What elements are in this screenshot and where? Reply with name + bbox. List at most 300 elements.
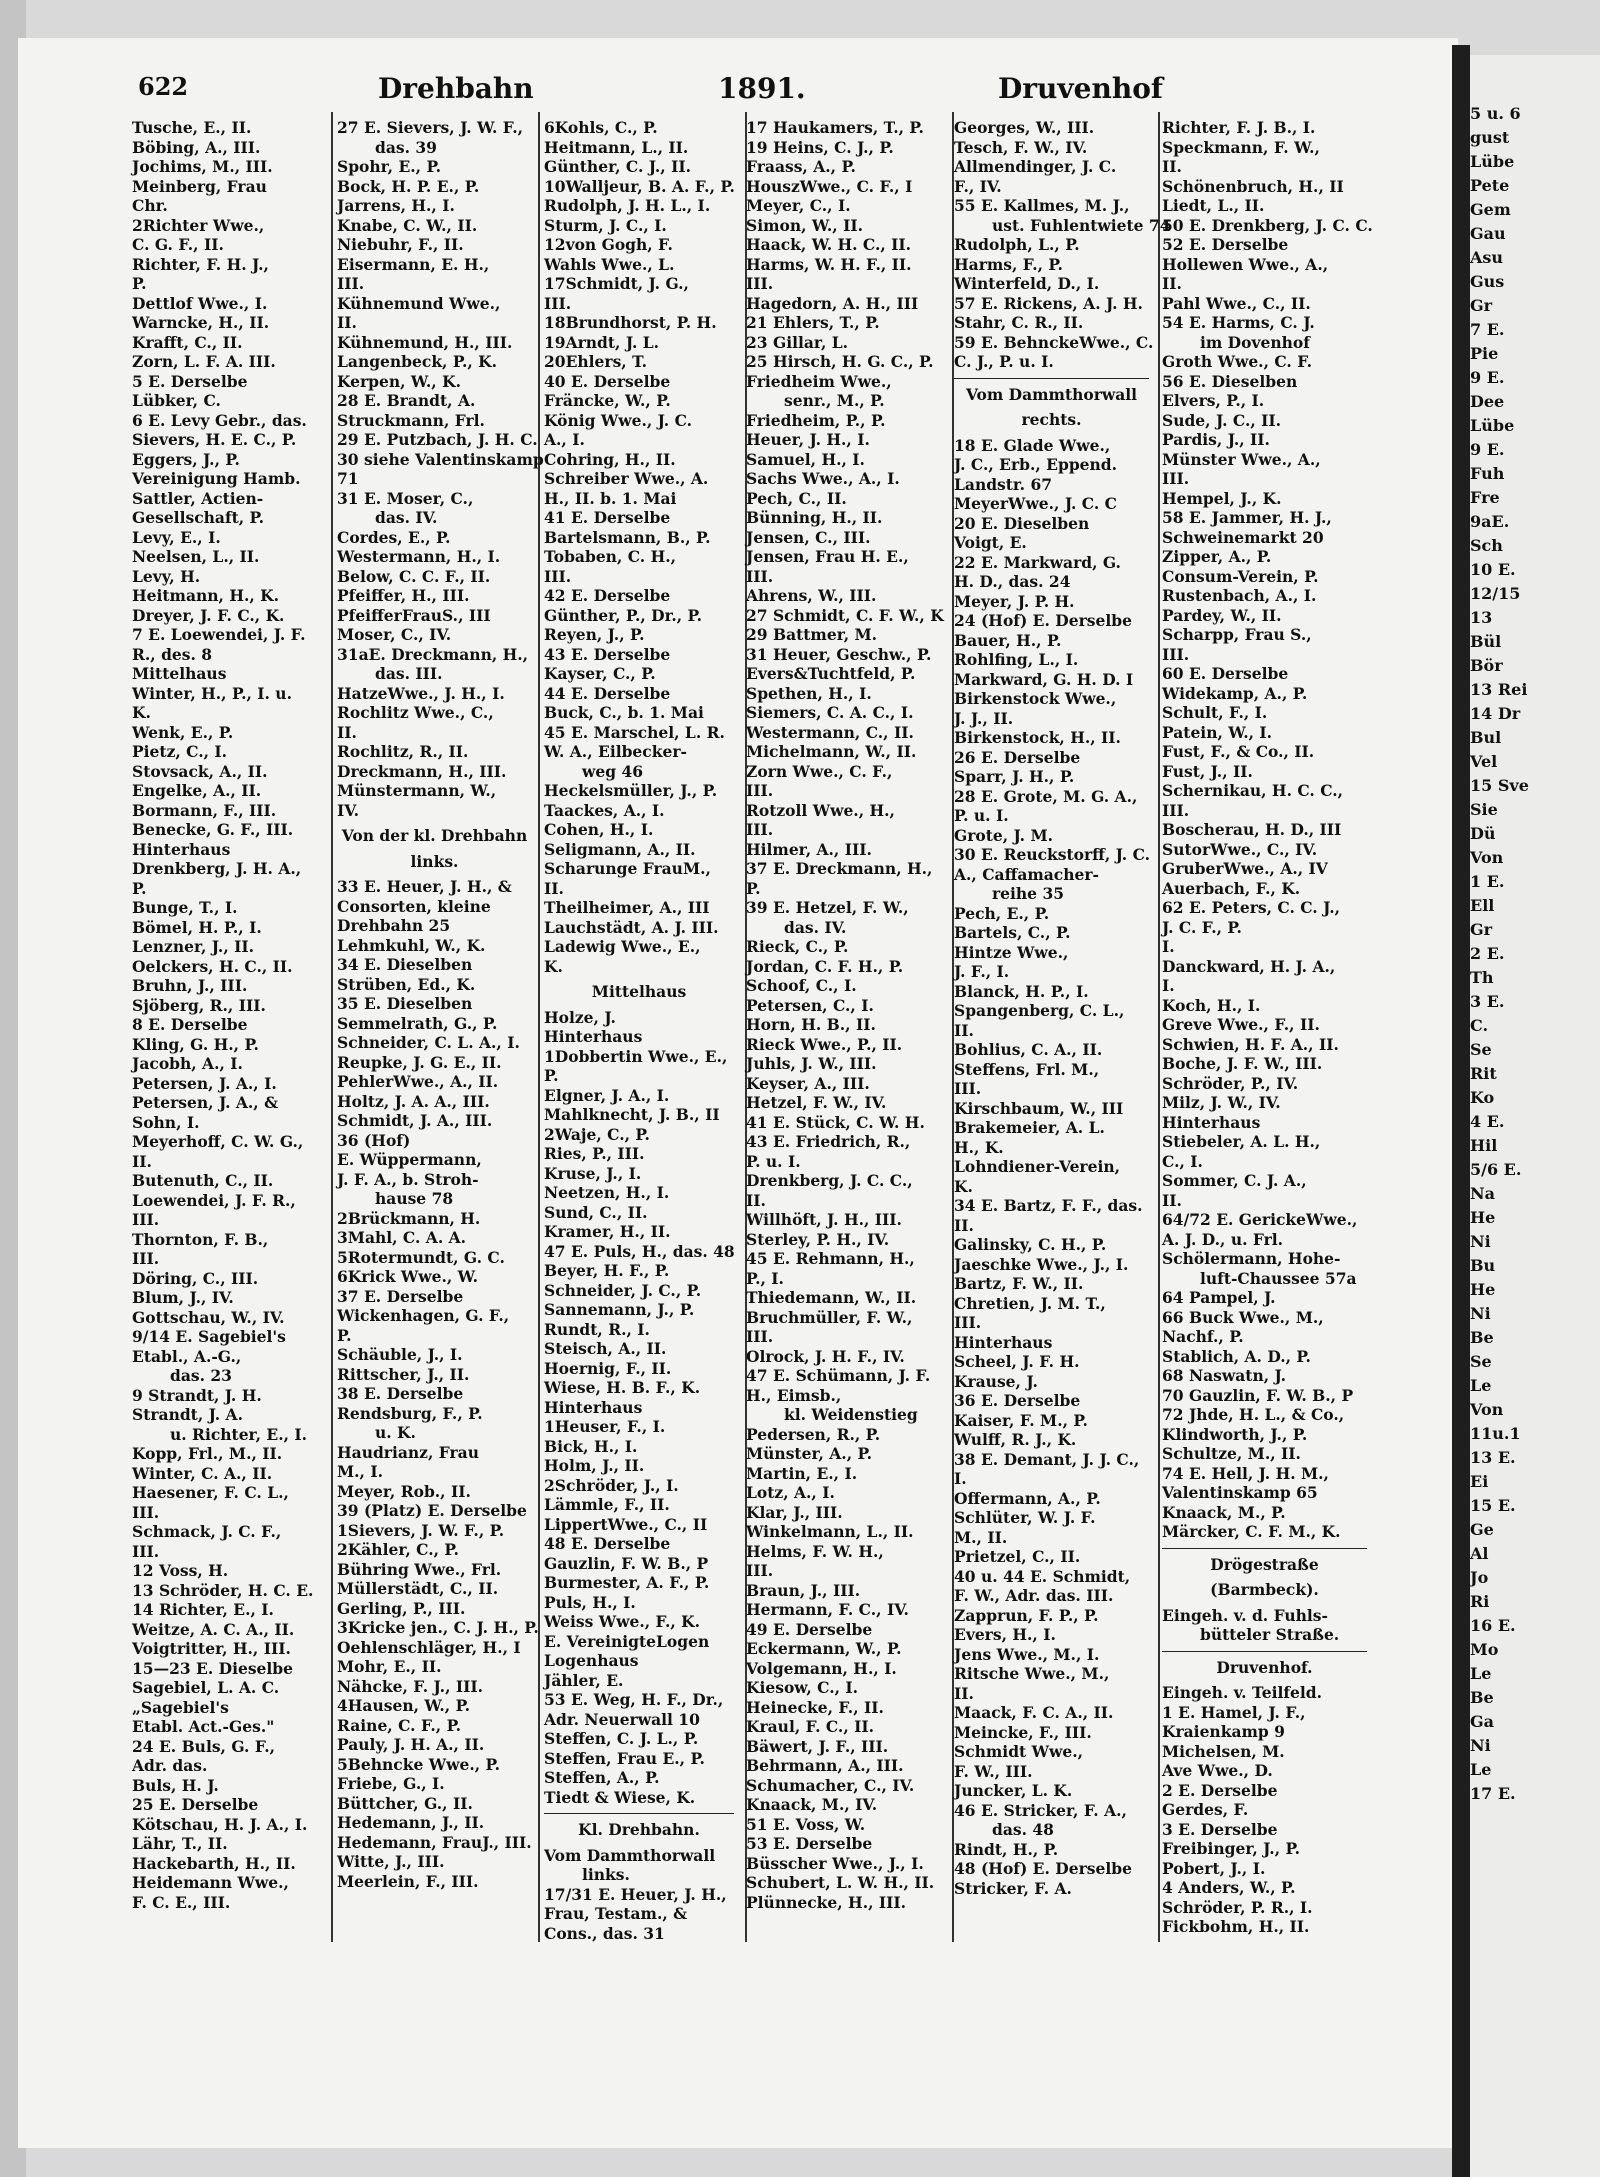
facing-page-text: Hil xyxy=(1470,1136,1498,1155)
facing-page-text: Be xyxy=(1470,1688,1494,1707)
directory-entry: Krafft, C., II. xyxy=(132,332,243,352)
directory-entry: Petersen, J. A., & xyxy=(132,1093,279,1112)
facing-page-text: Dee xyxy=(1470,392,1505,411)
directory-entry: Bartelsmann, B., P. xyxy=(544,527,711,547)
directory-entry: Schröder, P. R., I. xyxy=(1162,1897,1313,1917)
directory-entry: 29 Battmer, M. xyxy=(746,625,878,644)
directory-entry: Hetzel, F. W., IV. xyxy=(746,1093,887,1112)
directory-entry: E. VereinigteLogen xyxy=(544,1631,710,1651)
directory-entry: II. xyxy=(746,1190,766,1210)
directory-entry: Richter, F. H. J., xyxy=(132,254,269,274)
directory-entry: 28 E. Brandt, A. xyxy=(337,391,476,410)
directory-entry: 42 E. Derselbe xyxy=(544,586,671,605)
directory-entry: 43 E. Derselbe xyxy=(544,644,671,664)
facing-page-text: 15 E. xyxy=(1470,1496,1516,1515)
directory-entry: Kaiser, F. M., P. xyxy=(954,1410,1088,1430)
directory-entry: Chr. xyxy=(132,196,168,215)
facing-page-text: 13 Rei xyxy=(1470,680,1528,699)
directory-entry: A., I. xyxy=(544,430,585,449)
facing-page-text: Lübe xyxy=(1470,152,1515,171)
directory-entry: Jens Wwe., M., I. xyxy=(954,1644,1100,1664)
facing-page-text: 17 E. xyxy=(1470,1784,1516,1803)
directory-entry: Westermann, C., II. xyxy=(746,722,914,742)
directory-entry: Olrock, J. H. F., IV. xyxy=(746,1346,905,1366)
directory-entry: 27 E. Sievers, J. W. F., xyxy=(337,118,524,137)
facing-page-text: Se xyxy=(1470,1352,1492,1371)
directory-entry: Cohen, H., I. xyxy=(544,820,654,839)
directory-entry: Haudrianz, Frau xyxy=(337,1442,479,1462)
directory-entry: Sparr, J. H., P. xyxy=(954,767,1075,786)
directory-entry: III. xyxy=(954,1313,982,1332)
directory-entry: 43 E. Friedrich, R., xyxy=(746,1132,911,1151)
directory-entry: III. xyxy=(746,274,774,293)
directory-entry: Schult, F., I. xyxy=(1162,703,1268,722)
directory-entry: 30 E. Reuckstorff, J. C. xyxy=(954,845,1151,864)
facing-page-text: Le xyxy=(1470,1376,1492,1395)
directory-entry: Schneider, C. L. A., I. xyxy=(337,1033,520,1052)
directory-entry: Groth Wwe., C. F. xyxy=(1162,352,1313,371)
directory-entry: Keyser, A., III. xyxy=(746,1073,870,1093)
facing-page-text: Gau xyxy=(1470,224,1506,243)
facing-page-text: 4 E. xyxy=(1470,1112,1505,1131)
facing-page-text: Ell xyxy=(1470,896,1495,915)
facing-page-text: Bul xyxy=(1470,728,1502,747)
directory-entry: reihe 35 xyxy=(992,884,1065,903)
directory-entry: Jähler, E. xyxy=(544,1670,624,1690)
directory-entry: Günther, C. J., II. xyxy=(544,157,691,176)
directory-entry: 5 E. Derselbe xyxy=(132,371,248,391)
facing-page-text: 13 E. xyxy=(1470,1448,1516,1467)
facing-page-text: Mo xyxy=(1470,1640,1499,1659)
facing-page-text: 16 E. xyxy=(1470,1616,1516,1635)
directory-entry: Rochlitz, R., II. xyxy=(337,742,469,761)
directory-entry: luft-Chaussee 57a xyxy=(1200,1268,1357,1288)
facing-page-text: Ei xyxy=(1470,1472,1489,1491)
directory-entry: Widekamp, A., P. xyxy=(1162,683,1308,703)
directory-entry: III. xyxy=(954,1079,982,1098)
directory-entry: Rudolph, J. H. L., I. xyxy=(544,196,711,215)
directory-entry: Elgner, J. A., I. xyxy=(544,1085,670,1105)
directory-entry: Langenbeck, P., K. xyxy=(337,352,497,371)
directory-entry: Bunge, T., I. xyxy=(132,898,238,917)
directory-entry: Nähcke, F. J., III. xyxy=(337,1676,484,1696)
section-heading: Mittelhaus xyxy=(591,982,687,1001)
directory-entry: Georges, W., III. xyxy=(954,118,1095,137)
directory-entry: 17/31 E. Heuer, J. H., xyxy=(544,1884,727,1904)
directory-entry: Levy, H. xyxy=(132,566,201,586)
directory-entry: Michelsen, M. xyxy=(1162,1741,1285,1761)
directory-entry: Bartz, F. W., II. xyxy=(954,1274,1084,1293)
directory-entry: Sievers, H. E. C., P. xyxy=(132,430,297,449)
directory-entry: Frau, Testam., & xyxy=(544,1904,688,1923)
directory-entry: I. xyxy=(1162,937,1175,956)
directory-entry: Knaack, M., IV. xyxy=(746,1795,878,1814)
directory-entry: Sude, J. C., II. xyxy=(1162,410,1282,430)
directory-entry: Schröder, P., IV. xyxy=(1162,1073,1299,1093)
directory-entry: Witte, J., III. xyxy=(337,1852,445,1871)
directory-entry: Beyer, H. F., P. xyxy=(544,1261,670,1280)
facing-page-text: 12/15 xyxy=(1470,584,1521,603)
directory-entry: Gesellschaft, P. xyxy=(132,508,265,527)
directory-entry: P. xyxy=(132,274,147,293)
directory-entry: P. xyxy=(132,878,147,898)
directory-entry: Weiss Wwe., F., K. xyxy=(544,1612,701,1631)
directory-entry: H., K. xyxy=(954,1137,1004,1157)
directory-entry: 64/72 E. GerickeWwe., xyxy=(1162,1210,1358,1229)
directory-entry: 64 Pampel, J. xyxy=(1162,1288,1276,1307)
directory-entry: Hagedorn, A. H., III xyxy=(746,293,919,313)
directory-entry: 12von Gogh, F. xyxy=(544,235,673,254)
directory-entry: Scheel, J. F. H. xyxy=(954,1352,1080,1371)
directory-entry: im Dovenhof xyxy=(1200,332,1310,352)
directory-entry: 24 (Hof) E. Derselbe xyxy=(954,611,1132,630)
directory-entry: Steffen, C. J. L., P. xyxy=(544,1729,699,1748)
directory-entry: Fickbohm, H., II. xyxy=(1162,1917,1310,1936)
directory-entry: Stovsack, A., II. xyxy=(132,761,268,781)
directory-entry: Zapprun, F. P., P. xyxy=(954,1605,1099,1625)
directory-entry: das. 23 xyxy=(170,1366,232,1385)
section-heading: Von der kl. Drehbahn xyxy=(341,826,528,845)
directory-entry: 58 E. Jammer, H. J., xyxy=(1162,508,1332,527)
directory-entry: Hinterhaus xyxy=(1162,1112,1261,1132)
directory-entry: K. xyxy=(544,956,563,976)
directory-entry: Meyer, Rob., II. xyxy=(337,1481,471,1501)
directory-entry: Rendsburg, F., P. xyxy=(337,1403,483,1423)
directory-entry: III. xyxy=(337,274,365,293)
directory-entry: Mahlknecht, J. B., II xyxy=(544,1105,720,1124)
directory-entry: 12 Voss, H. xyxy=(132,1561,229,1580)
directory-entry: Meincke, F., III. xyxy=(954,1722,1092,1742)
directory-entry: 37 E. Derselbe xyxy=(337,1286,464,1306)
facing-page-text: 13 xyxy=(1470,608,1493,627)
directory-entry: M., I. xyxy=(337,1462,383,1481)
directory-entry: 19 Heins, C. J., P. xyxy=(746,137,894,157)
directory-entry: 5Behncke Wwe., P. xyxy=(337,1754,501,1774)
directory-entry: Rustenbach, A., I. xyxy=(1162,586,1317,605)
directory-entry: Ahrens, W., III. xyxy=(746,586,877,605)
directory-entry: Rohlfing, L., I. xyxy=(954,650,1079,669)
facing-page-text: Gem xyxy=(1470,200,1511,219)
directory-entry: Zipper, A., P. xyxy=(1162,547,1272,566)
directory-entry: Pobert, J., I. xyxy=(1162,1858,1266,1878)
directory-entry: Pfeiffer, H., III. xyxy=(337,586,470,605)
directory-entry: 54 E. Harms, C. J. xyxy=(1162,313,1315,332)
facing-page-text: Bu xyxy=(1470,1256,1496,1275)
directory-entry: Holm, J., II. xyxy=(544,1456,645,1475)
directory-entry: Müllerstädt, C., II. xyxy=(337,1579,499,1598)
directory-entry: Milz, J. W., IV. xyxy=(1162,1093,1281,1112)
directory-entry: Petersen, J. A., I. xyxy=(132,1073,277,1093)
directory-entry: Gerdes, F. xyxy=(1162,1800,1249,1819)
directory-entry: Bormann, F., III. xyxy=(132,800,277,820)
directory-entry: 18 E. Glade Wwe., xyxy=(954,435,1111,455)
directory-entry: Rindt, H., P. xyxy=(954,1839,1059,1859)
directory-entry: Oelckers, H. C., II. xyxy=(132,956,293,976)
directory-entry: Kopp, Frl., M., II. xyxy=(132,1444,283,1463)
directory-entry: Schmack, J. C. F., xyxy=(132,1522,282,1541)
directory-entry: 25 Hirsch, H. G. C., P. xyxy=(746,352,934,371)
directory-entry: Rundt, R., I. xyxy=(544,1319,650,1339)
directory-entry: 10Walljeur, B. A. F., P. xyxy=(544,176,735,196)
directory-entry: 3 E. Derselbe xyxy=(1162,1819,1278,1839)
directory-entry: HouszWwe., C. F., I xyxy=(746,176,913,196)
directory-entry: Scharpp, Frau S., xyxy=(1162,625,1312,644)
directory-entry: Liedt, L., II. xyxy=(1162,196,1265,215)
directory-entry: Hedemann, J., II. xyxy=(337,1813,485,1832)
directory-entry: Siemers, C. A. C., I. xyxy=(746,703,914,722)
column-6 xyxy=(1162,118,1373,1938)
directory-entry: 38 E. Demant, J. J. C., xyxy=(954,1449,1140,1469)
directory-entry: J. C. F., P. xyxy=(1162,917,1242,937)
directory-entry: Sattler, Actien- xyxy=(132,488,264,508)
directory-entry: E. Wüppermann, xyxy=(337,1150,482,1169)
directory-entry: Rotzoll Wwe., H., xyxy=(746,800,895,820)
directory-entry: III. xyxy=(132,1541,160,1561)
directory-entry: Rochlitz Wwe., C., xyxy=(337,703,494,722)
directory-entry: Struckmann, Frl. xyxy=(337,410,485,430)
street-heading-left: Drehbahn xyxy=(378,72,534,105)
directory-entry: Kraul, F. C., II. xyxy=(746,1717,875,1736)
directory-entry: 25 E. Derselbe xyxy=(132,1795,259,1814)
directory-entry: Kühnemund Wwe., xyxy=(337,293,501,313)
directory-entry: 7 E. Loewendei, J. F. xyxy=(132,625,306,644)
directory-entry: hause 78 xyxy=(375,1189,454,1208)
section-heading: Vom Dammthorwall xyxy=(965,384,1138,404)
directory-entry: Schreiber Wwe., A. xyxy=(544,469,709,488)
column-3 xyxy=(544,118,735,1943)
directory-entry: Etabl., A.-G., xyxy=(132,1346,242,1366)
directory-entry: Schumacher, C., IV. xyxy=(746,1775,915,1795)
facing-page-text: 5/6 E. xyxy=(1470,1160,1522,1179)
directory-entry: Winterfeld, D., I. xyxy=(954,274,1100,293)
directory-entry: A. J. D., u. Frl. xyxy=(1162,1229,1284,1249)
directory-entry: 18Brundhorst, P. H. xyxy=(544,313,717,332)
directory-columns xyxy=(132,118,1373,1943)
directory-entry: II. xyxy=(954,1215,974,1235)
directory-entry: Meinberg, Frau xyxy=(132,176,267,196)
directory-entry: Wiese, H. B. F., K. xyxy=(544,1378,701,1397)
section-heading: (Barmbeck). xyxy=(1210,1580,1319,1599)
directory-entry: Grote, J. M. xyxy=(954,825,1054,845)
directory-entry: Schmidt, J. A., III. xyxy=(337,1111,493,1130)
directory-entry: Münster Wwe., A., xyxy=(1162,449,1321,469)
directory-entry: 31 E. Moser, C., xyxy=(337,488,474,508)
facing-page-text: Le xyxy=(1470,1760,1492,1779)
directory-entry: 9 Strandt, J. H. xyxy=(132,1385,262,1405)
directory-entry: Dreckmann, H., III. xyxy=(337,761,507,781)
directory-entry: Consorten, kleine xyxy=(337,896,491,916)
facing-page-text: Ni xyxy=(1470,1736,1491,1755)
directory-entry: 48 (Hof) E. Derselbe xyxy=(954,1859,1132,1878)
directory-entry: I. xyxy=(954,1469,967,1488)
facing-page-text: Ge xyxy=(1470,1520,1494,1539)
section-rule xyxy=(1162,1651,1367,1652)
directory-entry: 2Richter Wwe., xyxy=(132,215,265,235)
directory-entry: Brakemeier, A. L. xyxy=(954,1118,1105,1137)
directory-entry: Boscherau, H. D., III xyxy=(1162,820,1342,839)
directory-entry: M., II. xyxy=(954,1527,1008,1547)
directory-entry: 1Heuser, F., I. xyxy=(544,1417,666,1436)
directory-entry: Puls, H., I. xyxy=(544,1592,636,1612)
directory-entry: Strandt, J. A. xyxy=(132,1405,243,1424)
directory-entry: 34 E. Bartz, F. F., das. xyxy=(954,1196,1143,1215)
directory-entry: 19Arndt, J. L. xyxy=(544,332,660,352)
directory-entry: kl. Weidenstieg xyxy=(784,1405,918,1424)
directory-entry: Greve Wwe., F., II. xyxy=(1162,1015,1320,1034)
directory-entry: Holtz, J. A. A., III. xyxy=(337,1091,490,1111)
directory-entry: W. A., Eilbecker- xyxy=(544,742,687,761)
facing-page-text: Ri xyxy=(1470,1592,1490,1611)
directory-entry: Fräncke, W., P. xyxy=(544,391,671,410)
directory-entry: Lenzner, J., II. xyxy=(132,937,255,956)
directory-entry: P., I. xyxy=(746,1268,784,1288)
directory-entry: 55 E. Kallmes, M. J., xyxy=(954,196,1130,215)
page-number: 622 xyxy=(138,72,189,101)
facing-page-text: 5 u. 6 xyxy=(1470,104,1521,123)
directory-entry: Bäwert, J. F., III. xyxy=(746,1736,889,1756)
directory-entry: HatzeWwe., J. H., I. xyxy=(337,683,505,703)
directory-entry: Sachs Wwe., A., I. xyxy=(746,469,900,488)
directory-entry: Winter, C. A., II. xyxy=(132,1463,273,1483)
directory-entry: Wulff, R. J., K. xyxy=(954,1430,1077,1449)
facing-page-text: He xyxy=(1470,1280,1496,1299)
directory-entry: II. xyxy=(1162,157,1182,176)
directory-entry: Kling, G. H., P. xyxy=(132,1034,259,1054)
directory-entry: Hinterhaus xyxy=(544,1397,643,1417)
directory-entry: Münstermann, W., xyxy=(337,781,497,800)
directory-entry: 3Mahl, C. A. A. xyxy=(337,1228,467,1247)
directory-entry: Bruchmüller, F. W., xyxy=(746,1307,913,1327)
directory-entry: 4Hausen, W., P. xyxy=(337,1696,471,1715)
directory-entry: III. xyxy=(544,293,572,313)
directory-entry: GruberWwe., A., IV xyxy=(1162,859,1328,878)
directory-entry: Schölermann, Hohe- xyxy=(1162,1249,1341,1268)
directory-entry: Knabe, C. W., II. xyxy=(337,215,478,235)
street-heading-right: Druvenhof xyxy=(998,72,1163,105)
directory-entry: Boche, J. F. W., III. xyxy=(1162,1054,1323,1073)
directory-entry: Pauly, J. H. A., II. xyxy=(337,1735,485,1754)
directory-entry: Ladewig Wwe., E., xyxy=(544,937,701,956)
facing-page-text: Dü xyxy=(1470,824,1496,843)
directory-entry: Bauer, H., P. xyxy=(954,630,1062,650)
directory-entry: 51 E. Voss, W. xyxy=(746,1814,866,1834)
directory-entry: 22 E. Markward, G. xyxy=(954,552,1121,572)
facing-page-text: Von xyxy=(1470,848,1504,867)
facing-page-text: Asu xyxy=(1470,248,1504,267)
directory-entry: C., I. xyxy=(1162,1151,1203,1171)
directory-entry: 41 E. Stück, C. W. H. xyxy=(746,1112,925,1132)
directory-entry: Etabl. Act.-Ges." xyxy=(132,1717,275,1736)
directory-entry: Heinecke, F., II. xyxy=(746,1697,884,1717)
directory-entry: Tusche, E., II. xyxy=(132,118,252,137)
directory-entry: 17 Haukamers, T., P. xyxy=(746,118,924,137)
directory-entry: Kraienkamp 9 xyxy=(1162,1722,1285,1741)
directory-entry: Bick, H., I. xyxy=(544,1436,638,1456)
directory-entry: K. xyxy=(954,1176,973,1196)
directory-entry: Gerling, P., III. xyxy=(337,1598,466,1618)
directory-entry: Winkelmann, L., II. xyxy=(746,1522,914,1541)
facing-page-text: C. xyxy=(1470,1016,1489,1035)
directory-entry: 13 Schröder, H. C. E. xyxy=(132,1580,314,1600)
facing-page-fragment xyxy=(1470,55,1600,2177)
directory-entry: 59 E. BehnckeWwe., C. xyxy=(954,332,1154,352)
directory-entry: Klindworth, J., P. xyxy=(1162,1424,1308,1444)
directory-entry: J. C., Erb., Eppend. xyxy=(954,455,1118,474)
directory-entry: Consum-Verein, P. xyxy=(1162,566,1319,586)
facing-page-text: Lübe xyxy=(1470,416,1515,435)
directory-entry: Bühring Wwe., Frl. xyxy=(337,1559,502,1579)
directory-entry: 72 Jhde, H. L., & Co., xyxy=(1162,1405,1345,1424)
section-rule xyxy=(954,378,1149,379)
directory-entry: II. xyxy=(544,878,564,898)
directory-entry: Tobaben, C. H., xyxy=(544,547,677,566)
facing-page-text: Al xyxy=(1470,1544,1489,1563)
directory-entry: Kruse, J., I. xyxy=(544,1163,642,1183)
directory-entry: Heitmann, H., K. xyxy=(132,586,280,605)
directory-entry: MeyerWwe., J. C. C xyxy=(954,494,1117,513)
facing-page-text: He xyxy=(1470,1208,1496,1227)
directory-entry: Weitze, A. C. A., II. xyxy=(132,1619,295,1639)
directory-entry: Heidemann Wwe., xyxy=(132,1873,289,1892)
directory-entry: J. J., II. xyxy=(954,708,1014,728)
directory-entry: Krause, J. xyxy=(954,1371,1038,1391)
directory-entry: Bohlius, C. A., II. xyxy=(954,1040,1103,1059)
directory-entry: Rieck Wwe., P., II. xyxy=(746,1034,903,1054)
directory-entry: Tiedt & Wiese, K. xyxy=(544,1787,696,1807)
directory-entry: Valentinskamp 65 xyxy=(1162,1483,1318,1502)
directory-entry: 37 E. Dreckmann, H., xyxy=(746,859,933,878)
directory-entry: III. xyxy=(544,566,572,586)
directory-entry: Birkenstock, H., II. xyxy=(954,728,1121,747)
directory-entry: Drenkberg, J. C. C., xyxy=(746,1171,913,1190)
directory-entry: Pech, E., P. xyxy=(954,903,1050,923)
directory-entry: Schoof, C., I. xyxy=(746,976,857,995)
directory-entry: Voigt, E. xyxy=(954,533,1027,552)
directory-entry: Offermann, A., P. xyxy=(954,1488,1101,1508)
directory-entry: Fust, F., & Co., II. xyxy=(1162,742,1315,761)
section-heading: Drögestraße xyxy=(1210,1554,1319,1574)
directory-entry: 39 (Platz) E. Derselbe xyxy=(337,1501,527,1520)
directory-entry: 50 E. Drenkberg, J. C. C. xyxy=(1162,215,1373,235)
facing-page-text: Rit xyxy=(1470,1064,1497,1083)
directory-entry: Helms, F. W. H., xyxy=(746,1541,884,1561)
directory-entry: Reupke, J. G. E., II. xyxy=(337,1052,502,1072)
directory-entry: Landstr. 67 xyxy=(954,474,1053,494)
directory-entry: II. xyxy=(954,1683,974,1703)
directory-entry: A., Caffamacher- xyxy=(954,864,1099,884)
section-heading: Druvenhof. xyxy=(1216,1657,1313,1677)
directory-entry: Warncke, H., II. xyxy=(132,313,270,332)
directory-entry: II. xyxy=(337,722,357,742)
directory-entry: 56 E. Dieselben xyxy=(1162,371,1298,391)
directory-entry: Eckermann, W., P. xyxy=(746,1639,902,1658)
directory-entry: PehlerWwe., A., II. xyxy=(337,1072,499,1091)
directory-entry: 41 E. Derselbe xyxy=(544,508,671,527)
facing-page-text: Bül xyxy=(1470,632,1502,651)
directory-entry: Oehlenschläger, H., I xyxy=(337,1637,521,1657)
directory-entry: Stablich, A. D., P. xyxy=(1162,1346,1311,1366)
directory-entry: Hoernig, F., II. xyxy=(544,1358,672,1378)
directory-entry: u. Richter, E., I. xyxy=(170,1424,308,1444)
directory-entry: Steffens, Frl. M., xyxy=(954,1059,1100,1079)
directory-entry: 5Rotermundt, G. C. xyxy=(337,1247,505,1267)
directory-entry: 2Brückmann, H. xyxy=(337,1208,481,1228)
facing-page-text: Ga xyxy=(1470,1712,1495,1731)
directory-entry: Fraass, A., P. xyxy=(746,157,856,176)
directory-entry: 17Schmidt, J. G., xyxy=(544,274,689,293)
directory-entry: Koch, H., I. xyxy=(1162,995,1261,1015)
directory-entry: Bünning, H., II. xyxy=(746,508,883,527)
